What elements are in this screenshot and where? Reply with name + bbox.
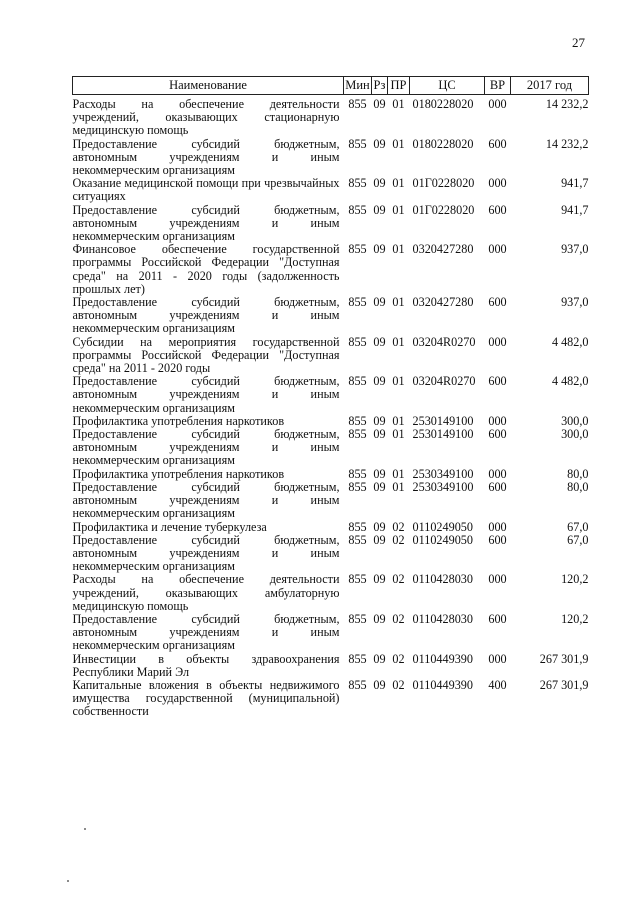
row-vr: 000 — [488, 97, 507, 111]
row-pr: 02 — [392, 651, 405, 666]
row-cs: 0110428030 — [412, 572, 473, 587]
header-min: Мин — [344, 77, 372, 95]
row-min: 855 — [348, 136, 367, 151]
row-name: Профилактика употребления наркотиков — [72, 466, 285, 481]
row-amount: 4 482,0 — [551, 374, 589, 389]
row-vr: 000 — [488, 176, 507, 191]
row-pr: 02 — [392, 677, 405, 692]
row-vr: 400 — [488, 677, 507, 692]
row-vr: 600 — [488, 136, 507, 151]
row-name: Предоставление субсидий бюджетным, автономным учреждениям и иным некоммерческим организациям — [72, 532, 340, 574]
row-rz: 09 — [373, 651, 386, 666]
header-rz: Рз — [372, 77, 388, 95]
row-amount: 941,7 — [561, 176, 589, 191]
row-rz: 09 — [373, 427, 386, 442]
row-amount: 937,0 — [561, 295, 589, 310]
row-vr: 000 — [488, 413, 507, 428]
row-cs: 0110249050 — [412, 532, 473, 547]
row-cs: 0110449390 — [412, 677, 473, 692]
row-vr: 000 — [488, 334, 507, 349]
row-cs: 2530149100 — [412, 427, 474, 442]
row-name: Предоставление субсидий бюджетным, автономным учреждениям и иным некоммерческим организациям — [72, 295, 340, 336]
row-cs: 2530349100 — [412, 466, 474, 481]
table-row — [73, 468, 589, 481]
row-cs: 0110249050 — [412, 519, 473, 534]
row-min: 855 — [348, 572, 367, 587]
table-row — [73, 177, 589, 203]
row-pr: 01 — [392, 466, 405, 481]
table-row — [73, 204, 589, 244]
row-vr: 600 — [488, 295, 507, 310]
row-name: Профилактика употребления наркотиков — [72, 413, 285, 428]
row-cs: 03204R0270 — [412, 374, 476, 389]
row-amount: 14 232,2 — [545, 97, 589, 111]
row-min: 855 — [348, 519, 367, 534]
header-name: Наименование — [73, 77, 344, 95]
table-row — [73, 521, 589, 534]
budget-table — [72, 76, 589, 719]
row-rz: 09 — [373, 466, 386, 481]
row-amount: 941,7 — [561, 202, 589, 217]
row-rz: 09 — [373, 97, 386, 111]
row-amount: 80,0 — [567, 466, 589, 481]
scan-speck — [84, 828, 86, 830]
table-header-row — [73, 77, 589, 95]
row-amount: 300,0 — [561, 427, 589, 442]
row-pr: 01 — [392, 427, 405, 442]
row-name: Предоставление субсидий бюджетным, автономным учреждениям и иным некоммерческим организациям — [72, 427, 340, 468]
table-row — [73, 679, 589, 719]
page-number: 27 — [572, 35, 585, 50]
table-row — [73, 95, 589, 138]
row-pr: 01 — [392, 295, 405, 310]
row-name: Расходы на обеспечение деятельности учреждений, оказывающих стационарную медицинскую помощь — [72, 97, 340, 138]
row-rz: 09 — [373, 202, 386, 217]
row-name: Финансовое обеспечение государственной программы Российской Федерации "Доступная среда" на 2011 - 2020 годы (задолженность прошлых лет) — [72, 242, 340, 296]
row-rz: 09 — [373, 611, 386, 626]
row-vr: 600 — [488, 374, 507, 389]
row-cs: 01Г0228020 — [412, 176, 475, 191]
row-pr: 01 — [392, 374, 405, 389]
row-pr: 01 — [392, 334, 405, 349]
row-vr: 000 — [488, 519, 507, 534]
row-vr: 600 — [488, 202, 507, 217]
row-cs: 03204R0270 — [412, 334, 476, 349]
row-amount: 67,0 — [567, 532, 589, 547]
row-min: 855 — [348, 176, 367, 191]
row-pr: 01 — [392, 176, 405, 191]
row-min: 855 — [348, 202, 367, 217]
row-pr: 01 — [392, 479, 405, 494]
row-min: 855 — [348, 611, 367, 626]
row-amount: 67,0 — [567, 519, 589, 534]
row-rz: 09 — [373, 677, 386, 692]
row-amount: 267 301,9 — [539, 677, 589, 692]
row-cs: 0180228020 — [412, 97, 474, 111]
row-pr: 02 — [392, 611, 405, 626]
row-name: Инвестиции в объекты здравоохранения Республики Марий Эл — [72, 651, 340, 679]
table-row — [73, 336, 589, 376]
row-rz: 09 — [373, 136, 386, 151]
row-cs: 0320427280 — [412, 242, 474, 257]
row-rz: 09 — [373, 572, 386, 587]
row-name: Профилактика и лечение туберкулеза — [72, 519, 267, 534]
row-vr: 000 — [488, 242, 507, 257]
row-min: 855 — [348, 334, 367, 349]
row-name: Предоставление субсидий бюджетным, автономным учреждениям и иным некоммерческим организациям — [72, 374, 340, 415]
header-year: 2017 год — [511, 77, 589, 95]
row-cs: 2530349100 — [412, 479, 474, 494]
row-rz: 09 — [373, 479, 386, 494]
row-name: Капитальные вложения в объекты недвижимого имущества государственной (муниципальной) собственности — [72, 677, 340, 719]
row-rz: 09 — [373, 242, 386, 257]
row-name: Оказание медицинской помощи при чрезвычайных ситуациях — [72, 176, 340, 204]
row-pr: 01 — [392, 136, 405, 151]
row-rz: 09 — [373, 176, 386, 191]
row-vr: 600 — [488, 427, 507, 442]
row-pr: 02 — [392, 519, 405, 534]
row-rz: 09 — [373, 519, 386, 534]
row-pr: 01 — [392, 202, 405, 217]
row-min: 855 — [348, 532, 367, 547]
row-cs: 0110428030 — [412, 611, 473, 626]
header-cs: ЦС — [410, 77, 485, 95]
row-rz: 09 — [373, 295, 386, 310]
table-row — [73, 296, 589, 336]
row-amount: 4 482,0 — [551, 334, 589, 349]
table-row — [73, 613, 589, 653]
row-cs: 2530149100 — [412, 413, 474, 428]
row-amount: 267 301,9 — [539, 651, 589, 666]
row-rz: 09 — [373, 532, 386, 547]
row-min: 855 — [348, 295, 367, 310]
row-vr: 000 — [488, 651, 507, 666]
row-vr: 600 — [488, 479, 507, 494]
row-rz: 09 — [373, 334, 386, 349]
row-min: 855 — [348, 466, 367, 481]
header-pr: ПР — [388, 77, 410, 95]
table-row — [73, 573, 589, 613]
row-amount: 937,0 — [561, 242, 589, 257]
row-cs: 0320427280 — [412, 295, 474, 310]
row-vr: 000 — [488, 572, 507, 587]
row-cs: 0180228020 — [412, 136, 474, 151]
row-pr: 02 — [392, 532, 405, 547]
row-vr: 600 — [488, 532, 507, 547]
row-pr: 01 — [392, 97, 405, 111]
row-amount: 300,0 — [561, 413, 589, 428]
header-vr: ВР — [485, 77, 511, 95]
row-amount: 14 232,2 — [545, 136, 589, 151]
table-row — [73, 243, 589, 296]
table-row — [73, 481, 589, 521]
row-min: 855 — [348, 479, 367, 494]
table-row — [73, 534, 589, 574]
row-name: Предоставление субсидий бюджетным, автономным учреждениям и иным некоммерческим организациям — [72, 136, 340, 178]
row-pr: 02 — [392, 572, 405, 587]
row-name: Предоставление субсидий бюджетным, автономным учреждениям и иным некоммерческим организациям — [72, 202, 340, 244]
row-pr: 01 — [392, 413, 405, 428]
row-min: 855 — [348, 374, 367, 389]
row-amount: 120,2 — [561, 611, 589, 626]
row-min: 855 — [348, 677, 367, 692]
row-amount: 80,0 — [567, 479, 589, 494]
row-amount: 120,2 — [561, 572, 589, 587]
row-rz: 09 — [373, 374, 386, 389]
row-cs: 0110449390 — [412, 651, 473, 666]
row-min: 855 — [348, 651, 367, 666]
row-vr: 000 — [488, 466, 507, 481]
table-body — [73, 95, 589, 719]
table-row — [73, 653, 589, 679]
row-min: 855 — [348, 242, 367, 257]
table-row — [73, 138, 589, 178]
row-name: Предоставление субсидий бюджетным, автономным учреждениям и иным некоммерческим организациям — [72, 479, 340, 521]
row-name: Субсидии на мероприятия государственной программы Российской Федерации "Доступная среда" на 2011 - 2020 годы — [72, 334, 340, 376]
row-rz: 09 — [373, 413, 386, 428]
row-vr: 600 — [488, 611, 507, 626]
row-name: Расходы на обеспечение деятельности учреждений, оказывающих амбулаторную медицинскую помощь — [72, 572, 340, 613]
row-pr: 01 — [392, 242, 405, 257]
row-min: 855 — [348, 413, 367, 428]
row-cs: 01Г0228020 — [412, 202, 475, 217]
scan-speck — [67, 880, 69, 882]
row-min: 855 — [348, 97, 367, 111]
table-row — [73, 375, 589, 415]
row-min: 855 — [348, 427, 367, 442]
row-name: Предоставление субсидий бюджетным, автономным учреждениям и иным некоммерческим организациям — [72, 611, 340, 653]
table-row — [73, 428, 589, 468]
